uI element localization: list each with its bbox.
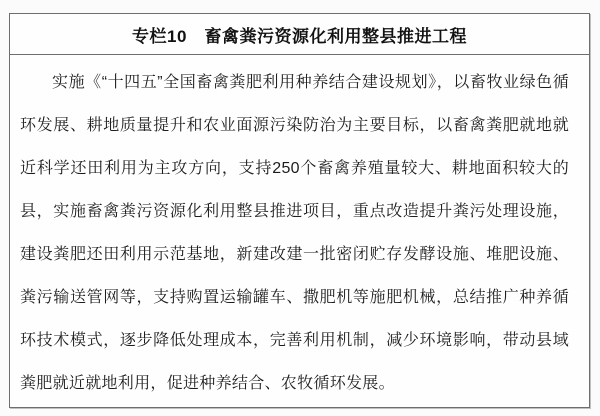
column-box	[9, 13, 590, 408]
column-paragraph: 实施《“十四五”全国畜禽粪肥利用种养结合建设规划》，以畜牧业绿色循环发展、耕地质量提升和农业面源污染防治为主要目标，以畜禽粪肥就地就近科学还田利用为主攻方向，支持250个畜禽养殖量较大、耕地面积较大的县，实施畜禽粪污资源化利用整县推进项目，重点改造提升粪污处理设施，建设粪肥还田利用示范基地，新建改建一批密闭贮存发酵设施、堆肥设施、粪污输送管网等，支持购置运输罐车、撒肥机等施肥机械，总结推广种养循环技术模式，逐步降低处理成本，完善利用机制，减少环境影响，带动县域粪肥就近就地利用，促进种养结合、农牧循环发展。	[20, 74, 569, 392]
column-body	[10, 55, 589, 405]
column-title: 专栏10 畜禽粪污资源化利用整县推进工程	[10, 14, 589, 55]
